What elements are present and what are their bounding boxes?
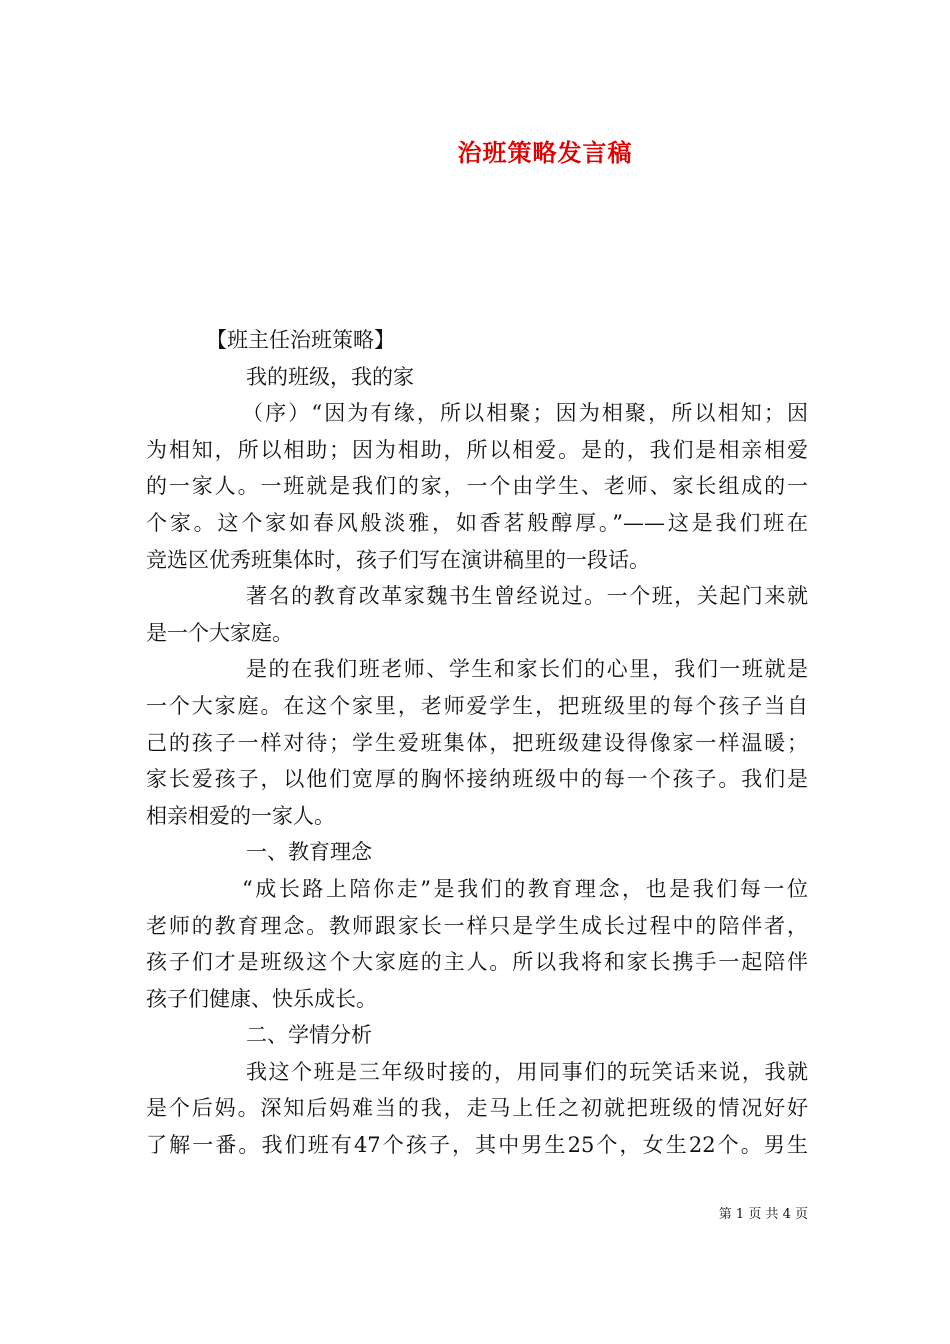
paragraph-line: 孩子们健康、快乐成长。 <box>146 986 377 1011</box>
paragraph-line: 了解一番。我们班有47个孩子，其中男生25个，女生22个。男生 <box>146 1133 808 1158</box>
paragraph-line: 是一个大家庭。 <box>146 620 293 645</box>
paragraph-line: 竞选区优秀班集体时，孩子们写在演讲稿里的一段话。 <box>146 547 650 572</box>
document-body <box>146 322 808 1164</box>
paragraph-line: 家长爱孩子，以他们宽厚的胸怀接纳班级中的每一个孩子。我们是 <box>146 767 808 792</box>
paragraph-line: 个家。这个家如春风般淡雅，如香茗般醇厚。”——这是我们班在 <box>146 510 808 535</box>
paragraph-line: 老师的教育理念。教师跟家长一样只是学生成长过程中的陪伴者， <box>146 913 808 938</box>
paragraph-line: 为相知，所以相助；因为相助，所以相爱。是的，我们是相亲相爱 <box>146 437 808 462</box>
document-title: 治班策略发言稿 <box>457 138 633 167</box>
paragraph-line: 是的在我们班老师、学生和家长们的心里，我们一班就是 <box>246 657 808 682</box>
paragraph-line: 一个大家庭。在这个家里，老师爱学生，把班级里的每个孩子当自 <box>146 693 808 718</box>
page-footer: 第 1 页 共 4 页 <box>718 1207 808 1222</box>
section-heading: 一、教育理念 <box>246 840 372 865</box>
paragraph-line: 的一家人。一班就是我们的家，一个由学生、老师、家长组成的一 <box>146 474 808 499</box>
paragraph-line: 著名的教育改革家魏书生曾经说过。一个班，关起门来就 <box>246 584 808 609</box>
section-heading: 二、学情分析 <box>246 1023 372 1048</box>
section-heading: 【班主任治班策略】 <box>206 328 395 352</box>
paragraph-line: 是个后妈。深知后妈难当的我，走马上任之初就把班级的情况好好 <box>146 1096 808 1121</box>
paragraph-line: 孩子们才是班级这个大家庭的主人。所以我将和家长携手一起陪伴 <box>146 950 808 975</box>
paragraph-line: 己的孩子一样对待；学生爱班集体，把班级建设得像家一样温暖； <box>146 730 808 755</box>
paragraph-line: （序）“因为有缘，所以相聚；因为相聚，所以相知；因 <box>242 401 808 426</box>
subtitle-line: 我的班级，我的家 <box>246 364 414 389</box>
paragraph-line: “成长路上陪你走”是我们的教育理念，也是我们每一位 <box>242 876 808 901</box>
paragraph-line: 我这个班是三年级时接的，用同事们的玩笑话来说，我就 <box>246 1059 808 1084</box>
paragraph-line: 相亲相爱的一家人。 <box>146 803 335 828</box>
